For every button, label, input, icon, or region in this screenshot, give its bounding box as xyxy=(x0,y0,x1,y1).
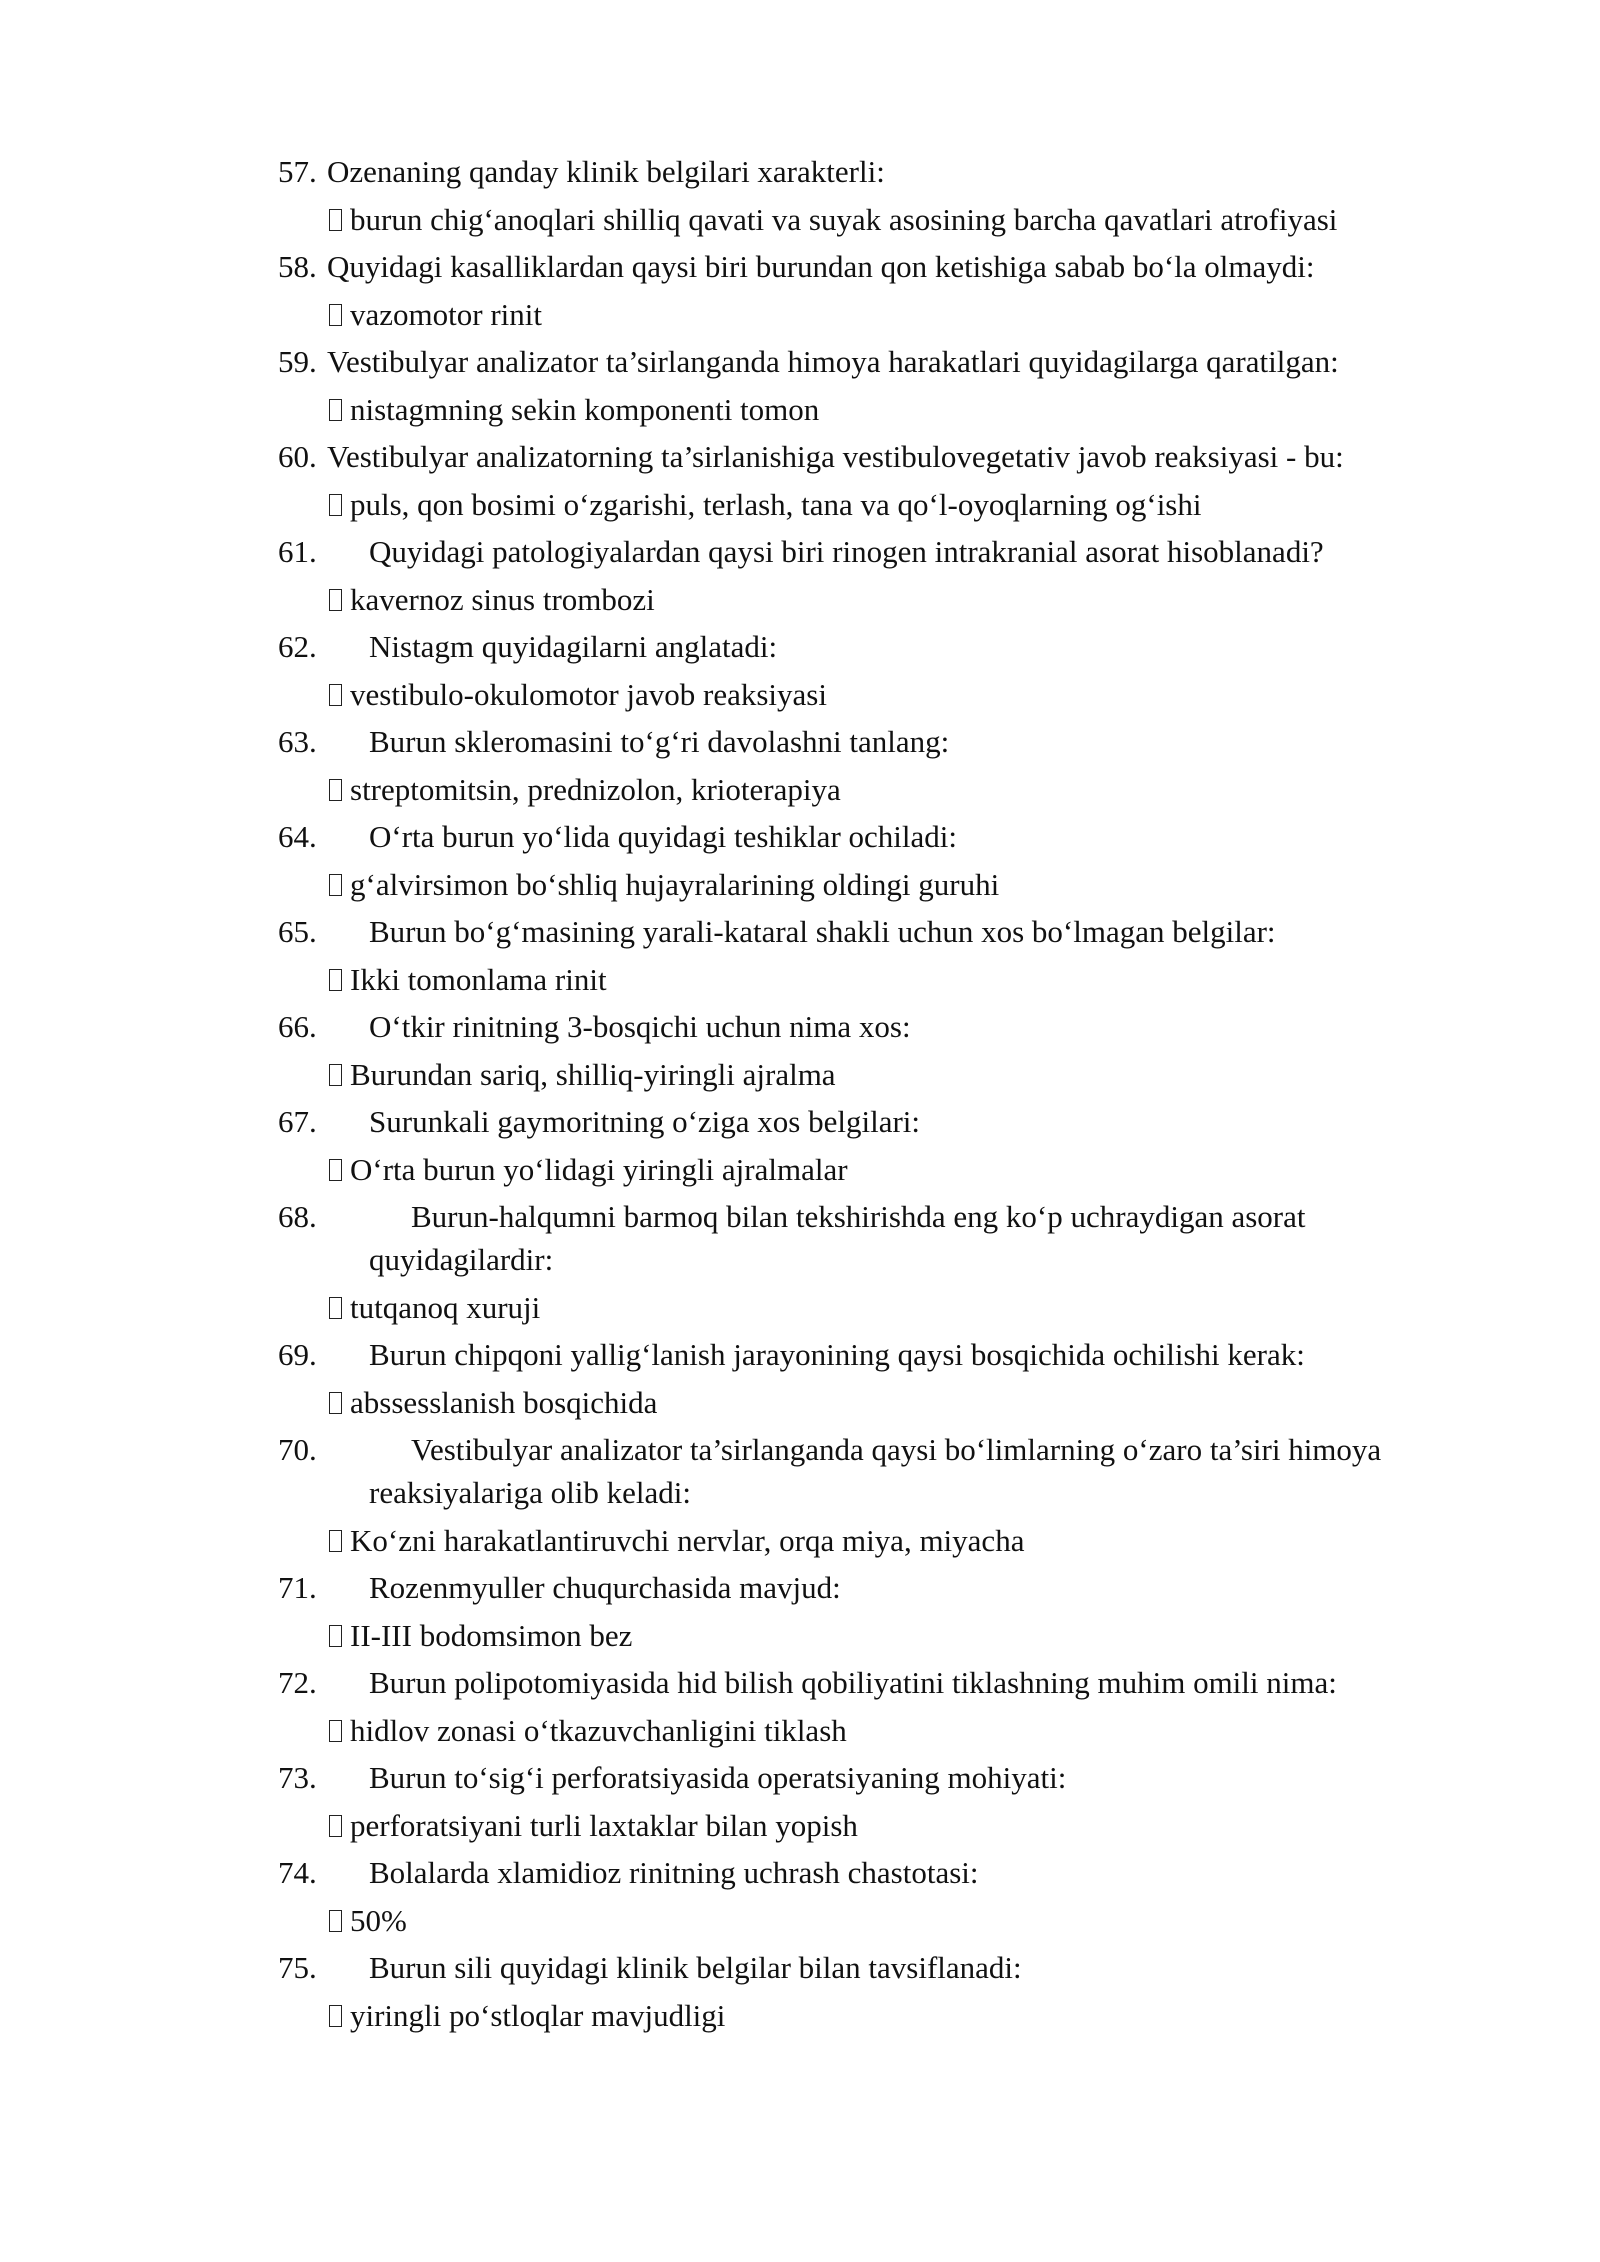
checkbox-glyph-icon xyxy=(329,1720,342,1742)
question-number: 75. xyxy=(278,1950,317,1985)
question-number: 61. xyxy=(278,534,317,569)
question-item xyxy=(278,1428,1428,1562)
question-text: O‘rta burun yo‘lida quyidagi teshiklar ochiladi: xyxy=(369,819,957,854)
answer-text: streptomitsin, prednizolon, krioterapiya xyxy=(350,772,841,807)
question-item xyxy=(278,1333,1428,1424)
question-text: Burun skleromasini to‘g‘ri davolashni tanlang: xyxy=(369,724,950,759)
question-number: 60. xyxy=(278,439,317,474)
answer-text: 50% xyxy=(350,1903,407,1938)
question-item xyxy=(278,1100,1428,1191)
checkbox-glyph-icon xyxy=(329,494,342,516)
question-number: 70. xyxy=(278,1432,317,1467)
answer-text: tutqanoq xuruji xyxy=(350,1290,541,1325)
question-number: 65. xyxy=(278,914,317,949)
question-item xyxy=(278,625,1428,716)
checkbox-glyph-icon xyxy=(329,779,342,801)
question-number: 64. xyxy=(278,819,317,854)
answer-text: vestibulo-okulomotor javob reaksiyasi xyxy=(350,677,827,712)
question-item xyxy=(278,1566,1428,1657)
question-number: 63. xyxy=(278,724,317,759)
question-text: Ozenaning qanday klinik belgilari xarakterli: xyxy=(327,154,885,189)
question-number: 69. xyxy=(278,1337,317,1372)
checkbox-glyph-icon xyxy=(329,1392,342,1414)
question-number: 59. xyxy=(278,344,317,379)
question-text: Vestibulyar analizatorning ta’sirlanishiga vestibulovegetativ javob reaksiyasi - bu: xyxy=(327,439,1344,474)
answer-text: hidlov zonasi o‘tkazuvchanligini tiklash xyxy=(350,1713,847,1748)
question-text: Nistagm quyidagilarni anglatadi: xyxy=(369,629,778,664)
question-item xyxy=(278,910,1428,1001)
question-number: 58. xyxy=(278,249,317,284)
question-item xyxy=(278,340,1428,431)
question-number: 71. xyxy=(278,1570,317,1605)
checkbox-glyph-icon xyxy=(329,874,342,896)
question-text: Bolalarda xlamidioz rinitning uchrash chastotasi: xyxy=(369,1855,979,1890)
question-number: 68. xyxy=(278,1199,317,1234)
checkbox-glyph-icon xyxy=(329,1530,342,1552)
answer-text: perforatsiyani turli laxtaklar bilan yopish xyxy=(350,1808,858,1843)
question-item xyxy=(278,1756,1428,1847)
question-number: 66. xyxy=(278,1009,317,1044)
question-text: Burun sili quyidagi klinik belgilar bilan tavsiflanadi: xyxy=(369,1950,1022,1985)
question-item xyxy=(278,1661,1428,1752)
question-number: 67. xyxy=(278,1104,317,1139)
question-text: Burun chipqoni yallig‘lanish jarayonining qaysi bosqichida ochilishi kerak: xyxy=(369,1337,1305,1372)
answer-text: Ikki tomonlama rinit xyxy=(350,962,607,997)
answer-text: O‘rta burun yo‘lidagi yiringli ajralmalar xyxy=(350,1152,848,1187)
question-item xyxy=(278,815,1428,906)
checkbox-glyph-icon xyxy=(329,1297,342,1319)
question-text: Quyidagi patologiyalardan qaysi biri rinogen intrakranial asorat hisoblanadi? xyxy=(369,534,1324,569)
answer-text: puls, qon bosimi o‘zgarishi, terlash, tana va qo‘l-oyoqlarning og‘ishi xyxy=(350,487,1202,522)
answer-text: burun chig‘anoqlari shilliq qavati va suyak asosining barcha qavatlari atrofiyasi xyxy=(350,202,1338,237)
checkbox-glyph-icon xyxy=(329,969,342,991)
question-number: 57. xyxy=(278,154,317,189)
checkbox-glyph-icon xyxy=(329,1815,342,1837)
question-item xyxy=(278,720,1428,811)
answer-text: yiringli po‘stloqlar mavjudligi xyxy=(350,1998,726,2033)
question-item xyxy=(278,1851,1428,1942)
question-item xyxy=(278,530,1428,621)
question-number: 72. xyxy=(278,1665,317,1700)
question-item xyxy=(278,1195,1428,1329)
question-number: 73. xyxy=(278,1760,317,1795)
checkbox-glyph-icon xyxy=(329,304,342,326)
answer-text: kavernoz sinus trombozi xyxy=(350,582,655,617)
checkbox-glyph-icon xyxy=(329,589,342,611)
question-item xyxy=(278,1946,1428,2037)
answer-text: Ko‘zni harakatlantiruvchi nervlar, orqa miya, miyacha xyxy=(350,1523,1025,1558)
answer-text: abssesslanish bosqichida xyxy=(350,1385,658,1420)
question-text: Vestibulyar analizator ta’sirlanganda qaysi bo‘limlarning o‘zaro ta’siri himoya reaksiyalariga olib keladi: xyxy=(369,1432,1382,1510)
question-list xyxy=(278,150,1428,2041)
question-text: Burun-halqumni barmoq bilan tekshirishda eng ko‘p uchraydigan asorat quyidagilardir: xyxy=(369,1199,1306,1277)
answer-text: Burundan sariq, shilliq-yiringli ajralma xyxy=(350,1057,836,1092)
question-item xyxy=(278,1005,1428,1096)
checkbox-glyph-icon xyxy=(329,2005,342,2027)
answer-text: g‘alvirsimon bo‘shliq hujayralarining oldingi guruhi xyxy=(350,867,1000,902)
question-item xyxy=(278,245,1428,336)
question-text: Quyidagi kasalliklardan qaysi biri burundan qon ketishiga sabab bo‘la olmaydi: xyxy=(327,249,1315,284)
checkbox-glyph-icon xyxy=(329,209,342,231)
question-number: 74. xyxy=(278,1855,317,1890)
answer-text: nistagmning sekin komponenti tomon xyxy=(350,392,820,427)
checkbox-glyph-icon xyxy=(329,399,342,421)
answer-text: vazomotor rinit xyxy=(350,297,542,332)
checkbox-glyph-icon xyxy=(329,1159,342,1181)
checkbox-glyph-icon xyxy=(329,684,342,706)
question-text: O‘tkir rinitning 3-bosqichi uchun nima xos: xyxy=(369,1009,911,1044)
checkbox-glyph-icon xyxy=(329,1064,342,1086)
question-number: 62. xyxy=(278,629,317,664)
question-text: Rozenmyuller chuqurchasida mavjud: xyxy=(369,1570,841,1605)
question-item xyxy=(278,150,1428,241)
checkbox-glyph-icon xyxy=(329,1625,342,1647)
checkbox-glyph-icon xyxy=(329,1910,342,1932)
question-text: Surunkali gaymoritning o‘ziga xos belgilari: xyxy=(369,1104,921,1139)
question-text: Burun polipotomiyasida hid bilish qobiliyatini tiklashning muhim omili nima: xyxy=(369,1665,1337,1700)
question-text: Burun bo‘g‘masining yarali-kataral shakli uchun xos bo‘lmagan belgilar: xyxy=(369,914,1276,949)
answer-text: II-III bodomsimon bez xyxy=(350,1618,633,1653)
question-text: Vestibulyar analizator ta’sirlanganda himoya harakatlari quyidagilarga qaratilgan: xyxy=(327,344,1339,379)
question-text: Burun to‘sig‘i perforatsiyasida operatsiyaning mohiyati: xyxy=(369,1760,1067,1795)
question-item xyxy=(278,435,1428,526)
